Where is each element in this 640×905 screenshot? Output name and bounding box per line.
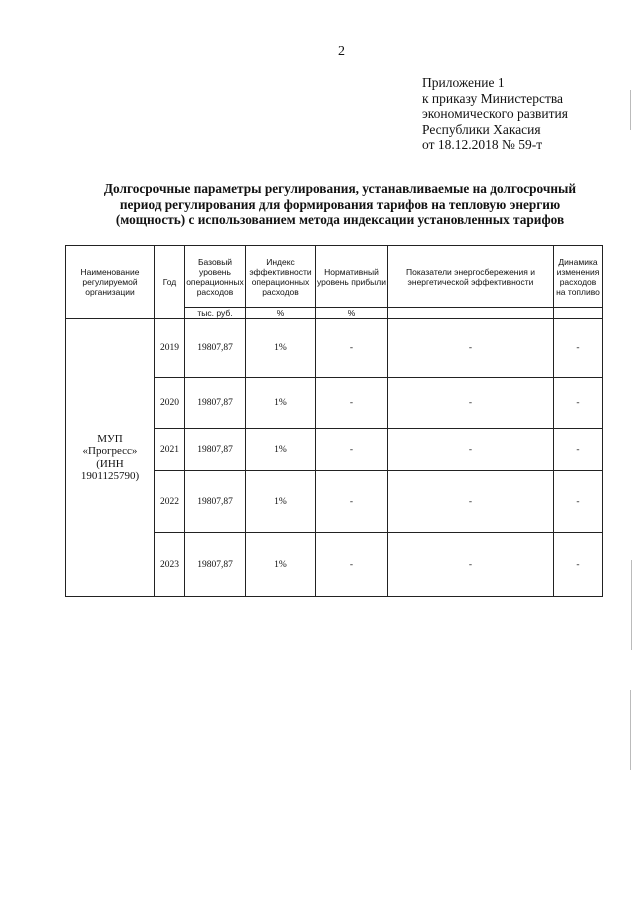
base-costs-cell: 19807,87: [185, 471, 246, 533]
energy-saving-cell: -: [388, 533, 554, 597]
organization-name: МУП: [97, 432, 123, 445]
fuel-dynamics-cell: -: [554, 378, 603, 429]
energy-saving-cell: -: [388, 319, 554, 378]
organization-inn-label: (ИНН: [96, 457, 124, 470]
organization-inn-value: 1901125790): [80, 470, 140, 482]
profit-level-cell: -: [316, 429, 388, 471]
fuel-dynamics-cell: -: [554, 471, 603, 533]
document-title: [80, 181, 600, 228]
profit-level-cell: -: [316, 471, 388, 533]
base-costs-cell: 19807,87: [185, 533, 246, 597]
profit-level-cell: -: [316, 533, 388, 597]
unit-energy-saving: [388, 308, 554, 319]
page-number: 2: [338, 44, 345, 59]
base-costs-cell: 19807,87: [185, 429, 246, 471]
base-costs-cell: 19807,87: [185, 319, 246, 378]
unit-profit-level: %: [316, 308, 388, 319]
header-energy-saving: Показатели энергосбережения и энергетической эффективности: [388, 246, 554, 308]
header-fuel-dynamics: Динамика изменения расходов на топливо: [554, 246, 603, 308]
header-base-costs: Базовый уровень операционных расходов: [185, 246, 246, 308]
organization-quoted-name: «Прогресс»: [82, 445, 138, 457]
unit-fuel-dynamics: [554, 308, 603, 319]
efficiency-index-cell: 1%: [246, 533, 316, 597]
efficiency-index-cell: 1%: [246, 429, 316, 471]
fuel-dynamics-cell: -: [554, 319, 603, 378]
year-cell: 2019: [155, 319, 185, 378]
energy-saving-cell: -: [388, 429, 554, 471]
header-profit-level: Нормативный уровень прибыли: [316, 246, 388, 308]
appendix-line: от 18.12.2018 № 59-т: [422, 137, 543, 152]
header-year: Год: [155, 246, 185, 319]
energy-saving-cell: -: [388, 471, 554, 533]
title-line: Долгосрочные параметры регулирования, устанавливаемые на долгосрочный: [103, 181, 577, 196]
unit-efficiency-index: %: [246, 308, 316, 319]
scan-edge-mark: [630, 90, 631, 130]
appendix-line: к приказу Министерства: [422, 90, 564, 106]
fuel-dynamics-cell: -: [554, 533, 603, 597]
header-organization: Наименование регулируемой организации: [66, 246, 155, 319]
unit-base-costs: тыс. руб.: [185, 308, 246, 319]
year-cell: 2020: [155, 378, 185, 429]
year-cell: 2021: [155, 429, 185, 471]
appendix-line: экономического развития: [422, 106, 568, 121]
scan-edge-mark: [630, 690, 631, 770]
year-cell: 2022: [155, 471, 185, 533]
appendix-block: [422, 75, 568, 153]
energy-saving-cell: -: [388, 378, 554, 429]
scan-edge-mark: [631, 560, 632, 650]
efficiency-index-cell: 1%: [246, 471, 316, 533]
table-row: [66, 319, 603, 378]
efficiency-index-cell: 1%: [246, 378, 316, 429]
year-cell: 2023: [155, 533, 185, 597]
organization-cell: [66, 319, 155, 597]
fuel-dynamics-cell: -: [554, 429, 603, 471]
appendix-line: Республики Хакасия: [422, 121, 541, 137]
title-line: (мощность) с использованием метода индексации установленных тарифов: [115, 212, 565, 227]
appendix-line: Приложение 1: [422, 75, 505, 90]
parameters-table: [65, 245, 603, 597]
efficiency-index-cell: 1%: [246, 319, 316, 378]
header-efficiency-index: Индекс эффективности операционных расходов: [246, 246, 316, 308]
base-costs-cell: 19807,87: [185, 378, 246, 429]
profit-level-cell: -: [316, 319, 388, 378]
profit-level-cell: -: [316, 378, 388, 429]
title-line: период регулирования для формирования тарифов на тепловую энергию: [119, 196, 561, 212]
